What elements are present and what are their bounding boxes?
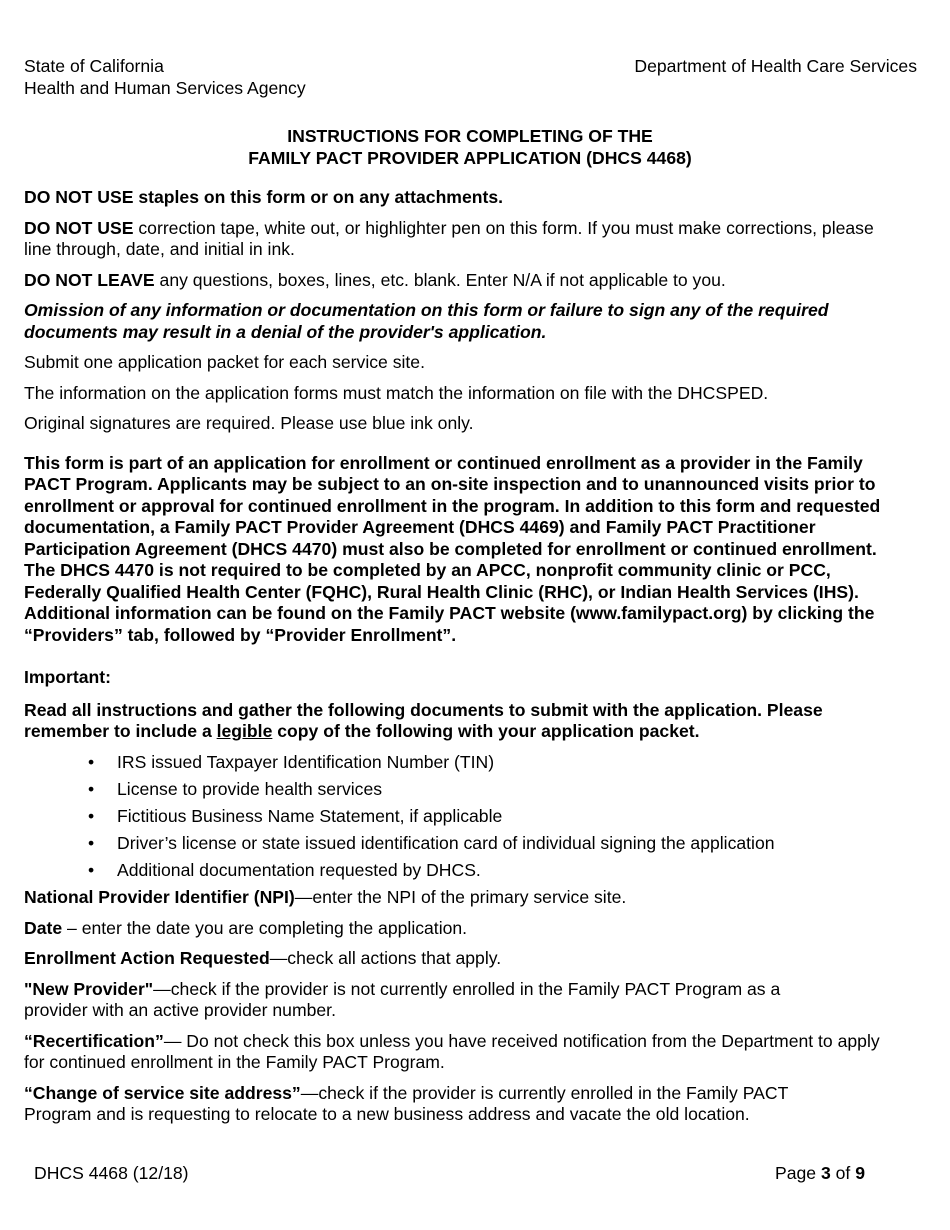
field-npi-text: —enter the NPI of the primary service site. — [294, 887, 627, 907]
header-agency-name: Health and Human Services Agency — [24, 77, 306, 98]
important-instructions — [24, 700, 894, 743]
footer-page-current: 3 — [820, 1163, 831, 1183]
field-npi-lead: National Provider Identifier (NPI) — [24, 887, 295, 907]
document-list — [24, 752, 894, 882]
rule-one-packet: Submit one application packet for each service site. — [24, 352, 425, 372]
header-department: Department of Health Care Services — [634, 56, 917, 76]
instructions-body — [24, 187, 894, 1135]
important-underline: legible — [216, 721, 273, 741]
field-date-text: – enter the date you are completing the application. — [62, 917, 468, 938]
field-date — [24, 918, 894, 940]
enrollment-paragraph: This form is part of an application for enrollment or continued enrollment as a provider in the Family PACT Program. Applicants may be subject to an on-site inspection and to unannounced visits prior to enrollment or approval for continued enrollment in the program. In addition to this form and requested documentation, a Family PACT Provider Agreement (DHCS 4469) and Family PACT Practitioner Participation Agreement (DHCS 4470) must also be completed for enrollment or continued enrollment. The DHCS 4470 is not required to be completed by an APCC, nonprofit community clinic or PCC, Federally Qualified Health Center (FQHC), Rural Health Clinic (RHC), or Indian Health Services (IHS). Additional information can be found on the Family PACT website (www.familypact.org) by clicking the “Providers” tab, followed by “Provider Enrollment”. — [24, 452, 881, 645]
field-action-text: —check all actions that apply. — [269, 948, 502, 968]
rule-correction-text: correction tape, white out, or highlighter pen on this form. If you must make corrections, please line through, date, and initial in ink. — [24, 217, 874, 259]
rule-omission: Omission of any information or documentation on this form or failure to sign any of the required documents may result in a denial of the provider's application. — [24, 300, 829, 342]
field-change-address — [24, 1083, 894, 1126]
list-item: • Driver’s license or state issued identification card of individual signing the application — [88, 833, 894, 855]
rule-match-info: The information on the application forms must match the information on file with the DHCSPED. — [24, 382, 769, 403]
field-action-lead: Enrollment Action Requested — [24, 948, 270, 968]
rule-blank-text: any questions, boxes, lines, etc. blank. Enter N/A if not applicable to you. — [154, 269, 726, 290]
header-agency — [24, 56, 306, 99]
field-npi — [24, 887, 894, 909]
field-new-text: —check if the provider is not currently enrolled in the Family PACT Program as a provider with an active provider number. — [24, 978, 781, 1020]
field-recert-text: — Do not check this box unless you have received notification from the Department to apply for continued enrollment in the Family PACT Program. — [24, 1030, 880, 1072]
field-recert-lead: “Recertification” — [24, 1030, 164, 1051]
title-line-2: FAMILY PACT PROVIDER APPLICATION (DHCS 4468) — [248, 147, 692, 168]
important-text-1: Read all instructions and gather the following documents to submit with the application. Please remember to include a — [24, 699, 823, 741]
rule-correction — [24, 218, 894, 261]
list-item: • Additional documentation requested by DHCS. — [88, 860, 894, 882]
field-date-lead: Date — [24, 917, 63, 938]
rule-correction-lead: DO NOT USE — [24, 217, 134, 238]
footer-of-word: of — [830, 1163, 856, 1183]
footer-page-word: Page — [774, 1163, 821, 1183]
field-new-lead: "New Provider" — [24, 978, 154, 999]
footer-page-total: 9 — [855, 1163, 865, 1183]
rule-staples: DO NOT USE staples on this form or on any attachments. — [24, 187, 504, 207]
field-change-text: —check if the provider is currently enrolled in the Family PACT Program and is requesting to relocate to a new business address and vacate the old location. — [24, 1082, 789, 1124]
field-new-provider — [24, 979, 894, 1022]
list-item: • Fictitious Business Name Statement, if applicable — [88, 806, 894, 828]
important-heading: Important: — [24, 667, 111, 687]
important-text-2: copy of the following with your application packet. — [272, 721, 700, 741]
footer-page-number — [775, 1163, 865, 1185]
field-enrollment-action — [24, 948, 894, 970]
field-recertification — [24, 1031, 894, 1074]
rule-blank — [24, 270, 894, 292]
rule-signatures: Original signatures are required. Please use blue ink only. — [24, 413, 474, 433]
header-state: State of California — [24, 56, 164, 76]
page-title — [0, 126, 940, 169]
title-line-1: INSTRUCTIONS FOR COMPLETING OF THE — [287, 126, 653, 146]
field-change-lead: “Change of service site address” — [24, 1082, 301, 1103]
footer-form-id: DHCS 4468 (12/18) — [34, 1163, 189, 1183]
rule-blank-lead: DO NOT LEAVE — [24, 269, 155, 290]
list-item: • License to provide health services — [88, 779, 894, 801]
list-item: • IRS issued Taxpayer Identification Number (TIN) — [88, 752, 894, 774]
